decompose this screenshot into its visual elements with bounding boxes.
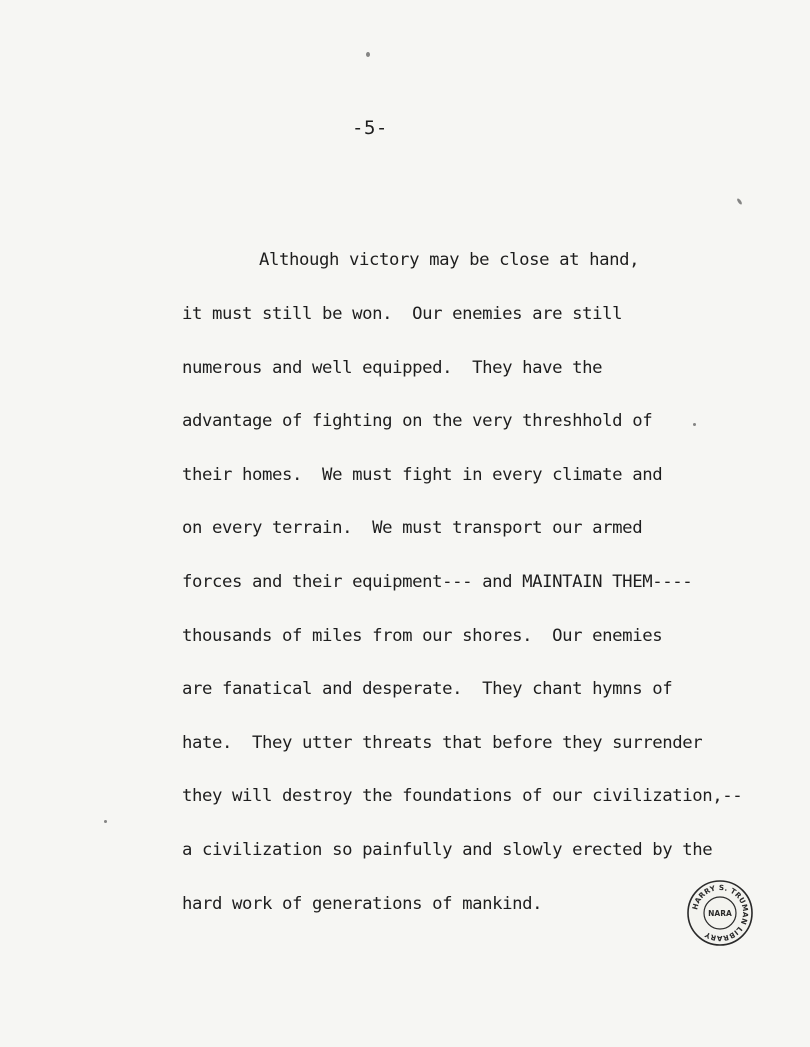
page-number: -5- [352,117,388,139]
text-line: hard work of generations of mankind. [182,894,543,914]
paper-speck [736,198,742,205]
paper-speck [693,423,696,426]
text-line: forces and their equipment--- and MAINTAIN THEM---- [182,572,693,592]
text-line: advantage of fighting on the very threshhold of [182,411,653,431]
paper-speck [366,52,370,57]
paper-speck [104,820,107,823]
text-line: a civilization so painfully and slowly erected by the [182,840,713,860]
text-line: numerous and well equipped. They have the [182,358,603,378]
stamp-center-text: NARA [708,909,732,918]
text-line: their homes. We must fight in every climate and [182,465,663,485]
text-line: thousands of miles from our shores. Our enemies [182,626,663,646]
text-line: hate. They utter threats that before they surrender [182,733,703,753]
text-line: are fanatical and desperate. They chant hymns of [182,679,673,699]
stamp-ring-text: HARRY S. TRUMAN LIBRARY [690,882,751,944]
text-line: on every terrain. We must transport our armed [182,518,643,538]
library-stamp [686,879,754,947]
text-line: Although victory may be close at hand, [259,250,640,270]
text-line: it must still be won. Our enemies are still [182,304,623,324]
text-line: they will destroy the foundations of our civilization,-- [182,786,743,806]
